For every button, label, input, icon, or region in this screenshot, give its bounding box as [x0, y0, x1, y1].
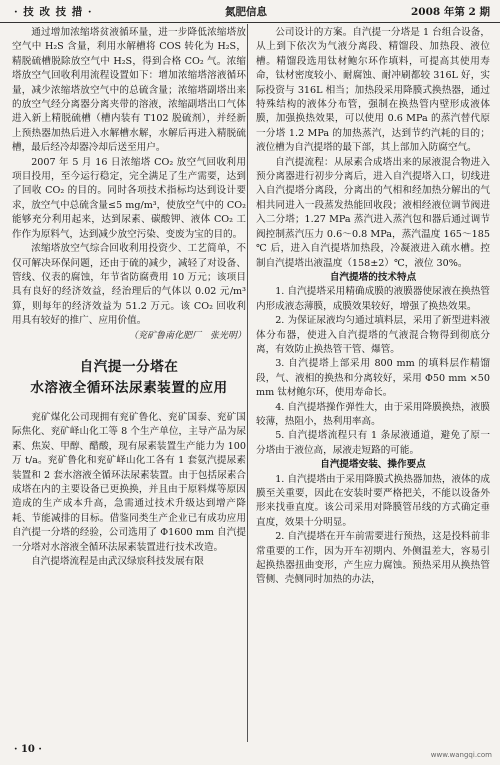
section-label: · 技 改 技 措 ·: [14, 6, 93, 18]
list-item: 3. 自汽提塔上部采用 800 mm 的填料层作精馏段，气、液相的换热和分离较好，采用 Φ50 mm ×50 mm 钛材鲍尔环，使用寿命长。: [256, 358, 490, 399]
body-paragraph: 公司设计的方案。自汽提一分塔是 1 台组合设备，从上到下依次为气液分离段、精馏段、加热段、液位槽。精馏段选用钛材鲍尔环作填料，可提高其使用寿命，钛材密度较小、耐腐蚀、耐冲刷都较 316L 好，实际投资与 316L 相当；加热段采用降膜式换热器，通过特殊结构的液体分布管，强制在换热管内壁形成液体膜，加强换热效果，可以使用 0.6 MPa 的蒸汽替代原一分塔 1.2 MPa 的加热蒸汽，达到节约汽耗的目的；液位槽为自汽提塔的最下部，其上部加入防腐空气。: [256, 27, 490, 154]
author-signature: （兖矿鲁南化肥厂 张光明）: [128, 330, 246, 341]
journal-name: 氮肥信息: [225, 6, 267, 18]
section-heading: 自汽提塔安装、操作要点: [320, 459, 426, 471]
section-heading: 自汽提塔的技术特点: [329, 271, 417, 283]
issue-label: 2008 年第 2 期: [411, 6, 490, 18]
column-divider: [247, 24, 248, 742]
body-paragraph: 浓缩塔放空气综合回收利用投资少、工艺简单，不仅可解决环保问题，还由于硫的减少，减轻了对设备、管线、仪表的腐蚀，年节省防腐费用 10 万元；该项目具有良好的经济效益，经治理后的气体以 0.02 元/m³ 算，则每年的经济效益为 51.2 万元。该 CO₂ 回收利用具有较好的推广、应用价值。: [12, 243, 246, 327]
right-column: [256, 26, 490, 588]
page-number: · 10 ·: [14, 744, 42, 755]
list-item: 2. 自汽提塔在开车前需要进行预热，这是投料前非常重要的工作，因为开车初期内、外侧温差大，容易引起换热器扭曲变形，产生应力腐蚀。预热采用从换热管管侧、壳侧同时加热的办法，: [256, 531, 490, 586]
body-paragraph: 自汽提流程：从尿素合成塔出来的尿液混合物进入预分离器进行初步分离后，进入自汽提塔入口，切线进入自汽提塔分离段，分离出的气相和经加热分解出的气相共同进入一段蒸发热能回收段；液相经液位调节阀进入二分塔；1.27 MPa 蒸汽进入蒸汽包和器后通过调节阀控制蒸汽压力 0.6～0.8 MPa，蒸汽温度 165～185 ℃ 后，进入自汽提塔加热段，冷凝液进入疏水槽。控制自汽提塔出液温度（158±2）℃，液位 30%。: [256, 156, 490, 269]
article-title: [12, 357, 246, 399]
watermark-url: www.wangqi.com: [430, 751, 492, 759]
page-header: [0, 0, 500, 23]
list-item: 1. 自汽提塔采用精确成膜的液膜器使尿液在换热管内形成液态薄膜，成膜效果较好，增强了换热效果。: [256, 286, 490, 312]
article-title-line1: 自汽提一分塔在: [79, 358, 179, 375]
list-item: 2. 为保证尿液均匀通过填料层，采用了新型进料液体分布器，使进入自汽提塔的气液混合物得到彻底分离，有效防止换热管干管、爆管。: [256, 315, 490, 355]
body-paragraph: 2007 年 5 月 16 日浓缩塔 CO₂ 放空气回收利用项目投用，至今运行稳定，完全满足了生产需要，达到了回收 CO₂ 的目的。同时各项技术指标均达到设计要求，放空气中总硫含量≤5 mg/m³，使放空气中的 CO₂ 能够充分利用起来，达到尿素、碳酸钾、液体 CO₂ 工作作为原料气，达到减少放空污染、变废为宝的目的。: [12, 156, 246, 240]
article-title-line2: 水溶液全循环法尿素装置的应用: [30, 379, 228, 396]
left-column: [12, 26, 246, 569]
list-item: 4. 自汽提塔操作弹性大，由于采用降膜换热，液膜较薄，热阻小，热利用率高。: [256, 401, 490, 427]
list-item: 1. 自汽提塔由于采用降膜式换热器加热，液体的成膜至关重要，因此在安装时要严格把关，不能以设备外形来找垂直度。该公司采用对降膜管吊线的方式确定垂直度，效果十分明显。: [256, 473, 490, 528]
body-paragraph: 兖矿煤化公司现拥有兖矿鲁化、兖矿国泰、兖矿国际焦化、兖矿峄山化工等 8 个生产单位，主导产品为尿素、焦炭、甲醇、醋酸，现有尿素装置生产能力为 100 万 t/a。兖矿鲁化和兖矿峄山化工各有 1 套氨汽提尿素装置和 2 套水溶液全循环法尿素装置。由于包括尿素合成塔在内的主要设备已更换换，并且由于原料煤等原因造成的生产成本升高，急需通过技术升级达到增产降耗、节能减排的目标。借鉴同类生产企业已有成功应用自汽提一分塔的经验，公司选用了 Φ1600 mm 自汽提一分塔对水溶液全循环法尿素装置进行技术改造。: [12, 411, 246, 553]
body-paragraph: 通过增加浓缩塔贫液循环量，进一步降低浓缩塔放空气中 H₂S 含量，利用水解槽将 COS 转化为 H₂S，精脱硫槽脱除放空气中 H₂S，得到合格 CO₂ 气。浓缩塔放空气回收利用流程设置如下：增加浓缩塔溶液循环量，减少浓缩塔放空气中的总硫含量；浓缩塔副塔出来的放空气经分离器分离夹带的溶液，浓缩副塔出口气体进入新上精脱硫槽（槽内装有 T102 脱硫剂），并经新上预热器加热后进入水解槽水解，水解后再进入精脱硫槽，最后经冷却器冷却后送至用户。: [12, 27, 246, 154]
list-item: 5. 自汽提塔流程只有 1 条尿液通道，避免了原一分塔由于液位高，尿液走短路的可能。: [256, 430, 490, 456]
body-paragraph: 自汽提塔流程是由武汉绿宸科技发展有限: [31, 556, 204, 567]
